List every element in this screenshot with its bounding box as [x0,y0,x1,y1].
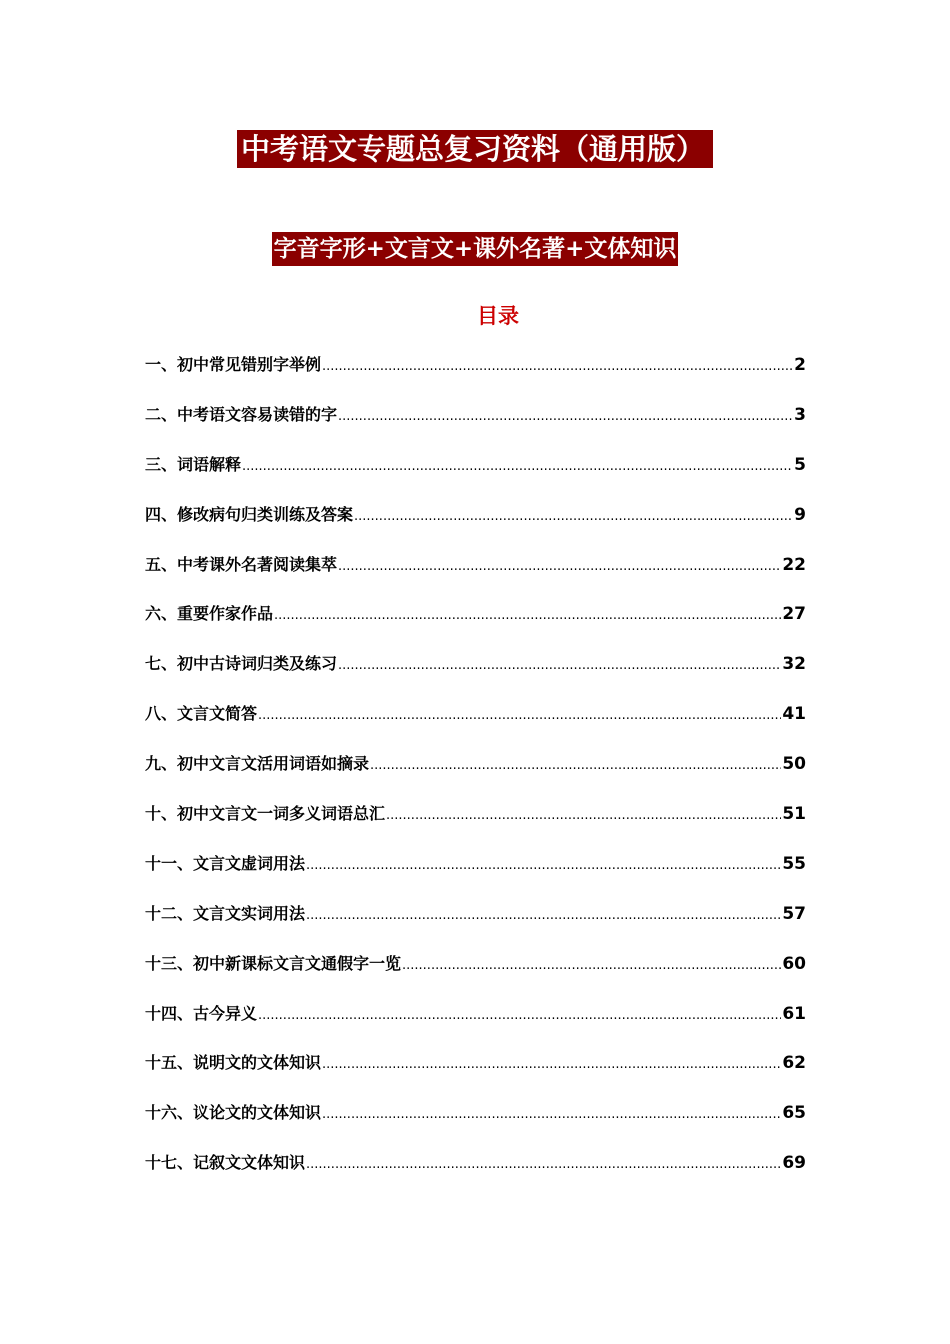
toc-item[interactable] [145,1098,806,1148]
toc-item-label: 三、词语解释 [145,454,242,474]
subtitle-container [0,232,950,266]
toc-item-label: 十六、议论文的文体知识 [145,1103,322,1123]
toc-item[interactable] [145,450,806,500]
toc-item-label: 一、初中常见错别字举例 [145,355,322,374]
toc-item[interactable] [145,500,806,550]
toc-item-label: 九、初中文言文活用词语如摘录 [145,754,370,774]
toc-leader-dots [386,799,781,831]
toc-leader-dots [322,1098,781,1130]
toc-item-page: 2 [794,355,806,375]
toc-item-page: 62 [782,1053,806,1074]
toc-item-page: 3 [794,404,806,425]
toc-item[interactable] [145,899,806,949]
toc-item-label: 十一、文言文虚词用法 [145,853,306,873]
toc-leader-dots [306,849,781,881]
toc-item-label: 五、中考课外名著阅读集萃 [145,554,338,574]
toc-item[interactable] [145,400,806,450]
toc-leader-dots [338,649,781,681]
toc-item-label: 十五、说明文的文体知识 [145,1053,322,1073]
toc-item-label: 七、初中古诗词归类及练习 [145,654,338,674]
toc-item-page: 50 [782,754,806,775]
toc-item[interactable] [145,949,806,999]
document-title: 中考语文专题总复习资料（通用版） [237,130,713,168]
toc-item-label: 二、中考语文容易读错的字 [145,404,338,424]
toc-leader-dots [370,749,781,781]
table-of-contents [145,350,806,1198]
toc-heading: 目录 [477,304,519,328]
toc-leader-dots [258,699,781,731]
toc-leader-dots [258,999,781,1031]
toc-leader-dots [354,500,793,532]
toc-item-page: 41 [782,704,806,725]
toc-item-label: 十二、文言文实词用法 [145,903,306,923]
toc-leader-dots [322,1048,781,1080]
toc-item-label: 八、文言文简答 [145,704,258,724]
toc-item-page: 22 [782,554,806,575]
toc-item[interactable] [145,999,806,1049]
toc-item[interactable] [145,350,806,400]
toc-item-page: 51 [782,804,806,825]
toc-item[interactable] [145,1148,806,1198]
toc-item-label: 十四、古今异义 [145,1003,258,1023]
toc-leader-dots [338,550,781,582]
toc-leader-dots [306,899,781,931]
toc-item[interactable] [145,699,806,749]
toc-leader-dots [306,1148,781,1180]
toc-item-label: 四、修改病句归类训练及答案 [145,504,354,524]
title-container [0,130,950,168]
toc-item-label: 六、重要作家作品 [145,604,274,624]
toc-leader-dots [338,400,793,432]
toc-item-label: 十七、记叙文文体知识 [145,1153,306,1173]
toc-leader-dots [402,949,781,981]
toc-item-page: 5 [794,454,806,475]
toc-item-page: 27 [782,604,806,625]
toc-item[interactable] [145,599,806,649]
toc-item[interactable] [145,849,806,899]
toc-item[interactable] [145,1048,806,1098]
toc-item-page: 9 [794,504,806,525]
toc-item-page: 69 [782,1153,806,1174]
toc-leader-dots [322,350,793,382]
toc-item[interactable] [145,799,806,849]
toc-leader-dots [242,450,793,482]
toc-item-page: 32 [782,654,806,675]
toc-item-label: 十、初中文言文一词多义词语总汇 [145,804,386,824]
toc-leader-dots [274,599,781,631]
toc-item-label: 十三、初中新课标文言文通假字一览 [145,953,402,973]
toc-item[interactable] [145,550,806,600]
toc-item-page: 57 [782,903,806,924]
document-subtitle: 字音字形+文言文+课外名著+文体知识 [272,232,679,266]
toc-item-page: 55 [782,853,806,874]
toc-item[interactable] [145,649,806,699]
toc-item-page: 61 [782,1003,806,1024]
toc-item[interactable] [145,749,806,799]
toc-item-page: 60 [782,953,806,974]
toc-item-page: 65 [782,1103,806,1124]
